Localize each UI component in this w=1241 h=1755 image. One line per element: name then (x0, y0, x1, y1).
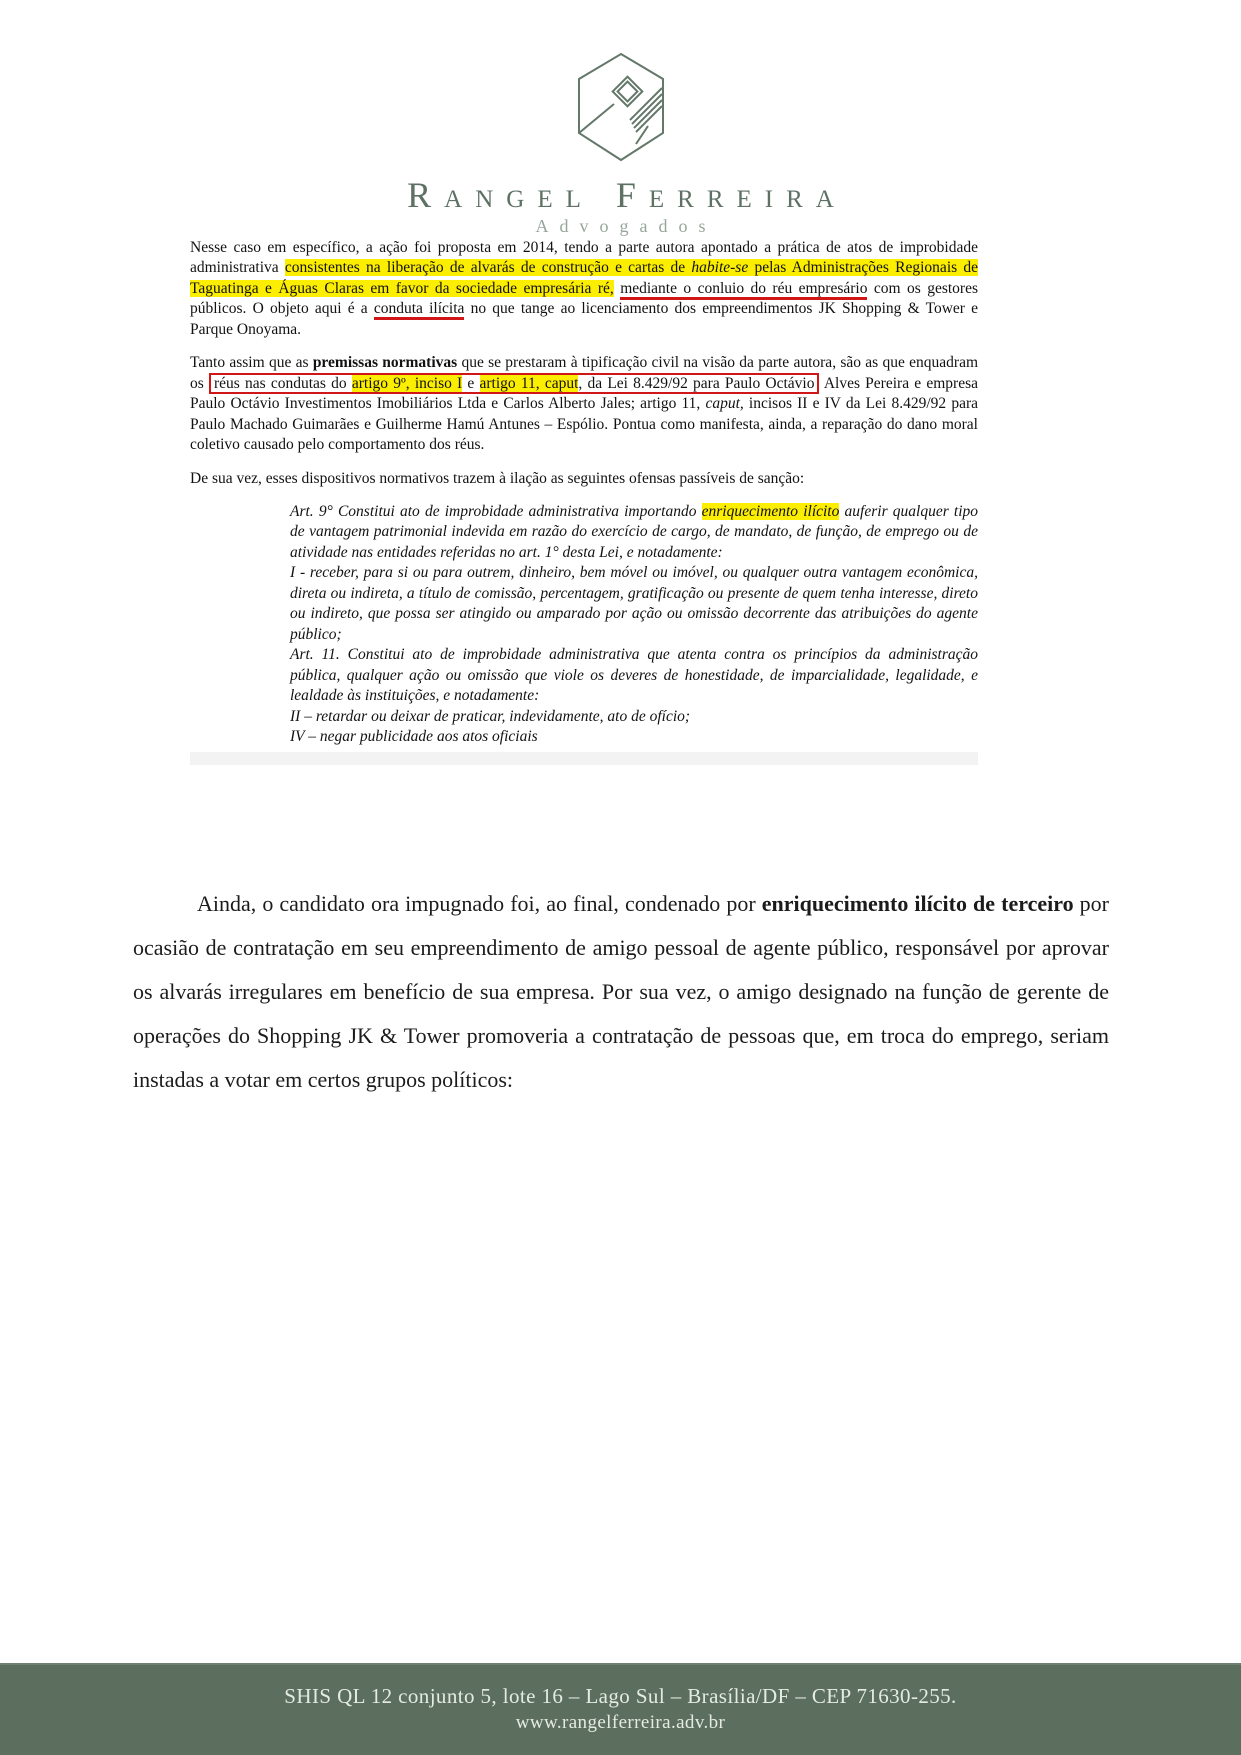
excerpt-paragraph-1: Nesse caso em específico, a ação foi proposta em 2014, tendo a parte autora apontado a prática de atos de improbidade administrativa consistentes na liberação de alvarás de construção e cartas de habite-se pelas Administrações Regionais de Taguatinga e Águas Claras em favor da sociedade empresária ré, mediante o conluio do réu empresário com os gestores públicos. O objeto aqui é a conduta ilícita no que tange ao licenciamento dos empreendimentos JK Shopping & Tower e Parque Onoyama. (190, 239, 979, 338)
firm-header (0, 52, 1241, 237)
statute-art9-inciso1: I - receber, para si ou para outrem, dinheiro, bem móvel ou imóvel, ou qualquer outra vantagem econômica, direta ou indireta, a título de comissão, percentagem, gratificação ou presente de quem tenha interesse, direto ou indireto, que possa ser atingido ou amparado por ação ou omissão decorrente das atribuições do agente público; (290, 564, 978, 643)
court-excerpt-image (190, 238, 978, 765)
excerpt-paragraph-2: Tanto assim que as premissas normativas que se prestaram à tipificação civil na visão da parte autora, são as que enquadram os réus nas condutas do artigo 9º, inciso I e artigo 11, caput, da Lei 8.429/92 para Paulo Octávio Alves Pereira e empresa Paulo Octávio Investimentos Imobiliários Ltda e Carlos Alberto Jales; artigo 11, caput, incisos II e IV da Lei 8.429/92 para Paulo Machado Guimarães e Guilherme Hamú Antunes – Espólio. Pontua como manifesta, ainda, a reparação do dano moral coletivo causado pelo comportamento dos réus. (190, 354, 979, 454)
petition-body (133, 882, 1109, 1102)
firm-name: Rangel Ferreira (407, 175, 847, 215)
hexagon-logo-icon (576, 52, 666, 162)
statute-art11-caput: Art. 11. Constitui ato de improbidade administrativa que atenta contra os princípios da administração pública, qualquer ação ou omissão que viole os deveres de honestidade, de imparcialidade, legalidade, e lealdade às instituições, e notadamente: (290, 646, 978, 705)
statute-art9-caput: Art. 9° Constitui ato de improbidade administrativa importando enriquecimento ilícito auferir qualquer tipo de vantagem patrimonial indevida em razão do exercício de cargo, de mandato, de função, de emprego ou de atividade nas entidades referidas no art. 1° desta Lei, e notadamente: (290, 502, 979, 561)
pasted-image-edge (190, 752, 978, 765)
footer (0, 1663, 1241, 1755)
footer-website: www.rangelferreira.adv.br (515, 1712, 726, 1733)
statute-art11-inciso4: IV – negar publicidade aos atos oficiais (290, 727, 538, 745)
firm-subtitle: Advogados (535, 216, 717, 236)
body-paragraph: Ainda, o candidato ora impugnado foi, ao final, condenado por enriquecimento ilícito de terceiro por ocasião de contratação em seu empreendimento de amigo pessoal de agente público, responsável por aprovar os alvarás irregulares em benefício de sua empresa. Por sua vez, o amigo designado na função de gerente de operações do Shopping JK & Tower promoveria a contratação de pessoas que, em troca do emprego, seriam instadas a votar em certos grupos políticos: (133, 891, 1109, 1092)
statute-art11-inciso2: II – retardar ou deixar de praticar, indevidamente, ato de ofício; (290, 707, 691, 725)
quoted-statute-block (290, 502, 978, 747)
excerpt-paragraph-3: De sua vez, esses dispositivos normativos trazem à ilação as seguintes ofensas passíveis de sanção: (190, 469, 805, 487)
footer-address: SHIS QL 12 conjunto 5, lote 16 – Lago Sul – Brasília/DF – CEP 71630-255. (284, 1684, 957, 1708)
